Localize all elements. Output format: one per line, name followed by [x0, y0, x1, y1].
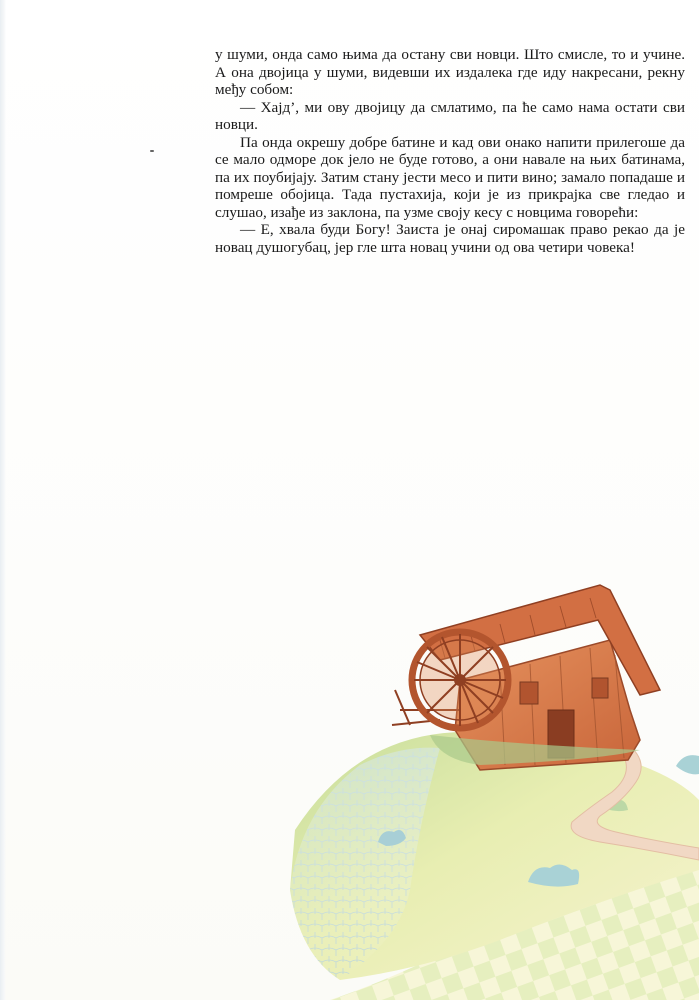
- story-paragraph-3: Па онда окрешу добре батине и кад ови онако напити прилегоше да се мало одморе док јело не буде готово, а они навале на њих батинама, па их поубијају. Затим стану јести месо и пити вино; замало попадаше и помреше обојица. Тада пустахија, који је из прикрајка све гледао и слушао, изађе из заклона, па узме своју кесу с новцима говорећи:: [215, 133, 685, 221]
- water-wheel: [412, 632, 508, 728]
- print-speck: [150, 150, 154, 152]
- story-paragraph-1: у шуми, онда само њима да остану сви новци. Што смисле, то и учине. А она двојица у шуми, видевши их издалека где иду накресани, рекну међу собом:: [215, 46, 685, 98]
- watermill-illustration: [0, 560, 699, 1000]
- bush-right: [676, 755, 699, 774]
- story-text: [215, 46, 685, 256]
- story-paragraph-4: — Е, хвала буди Богу! Заиста је онај сиромашак право рекао да је новац душогубац, јер гле шта новац учини од ова четири човека!: [215, 221, 685, 256]
- story-paragraph-2: — Хајд’, ми ову двојицу да смлатимо, па ће само нама остати сви новци.: [215, 98, 685, 133]
